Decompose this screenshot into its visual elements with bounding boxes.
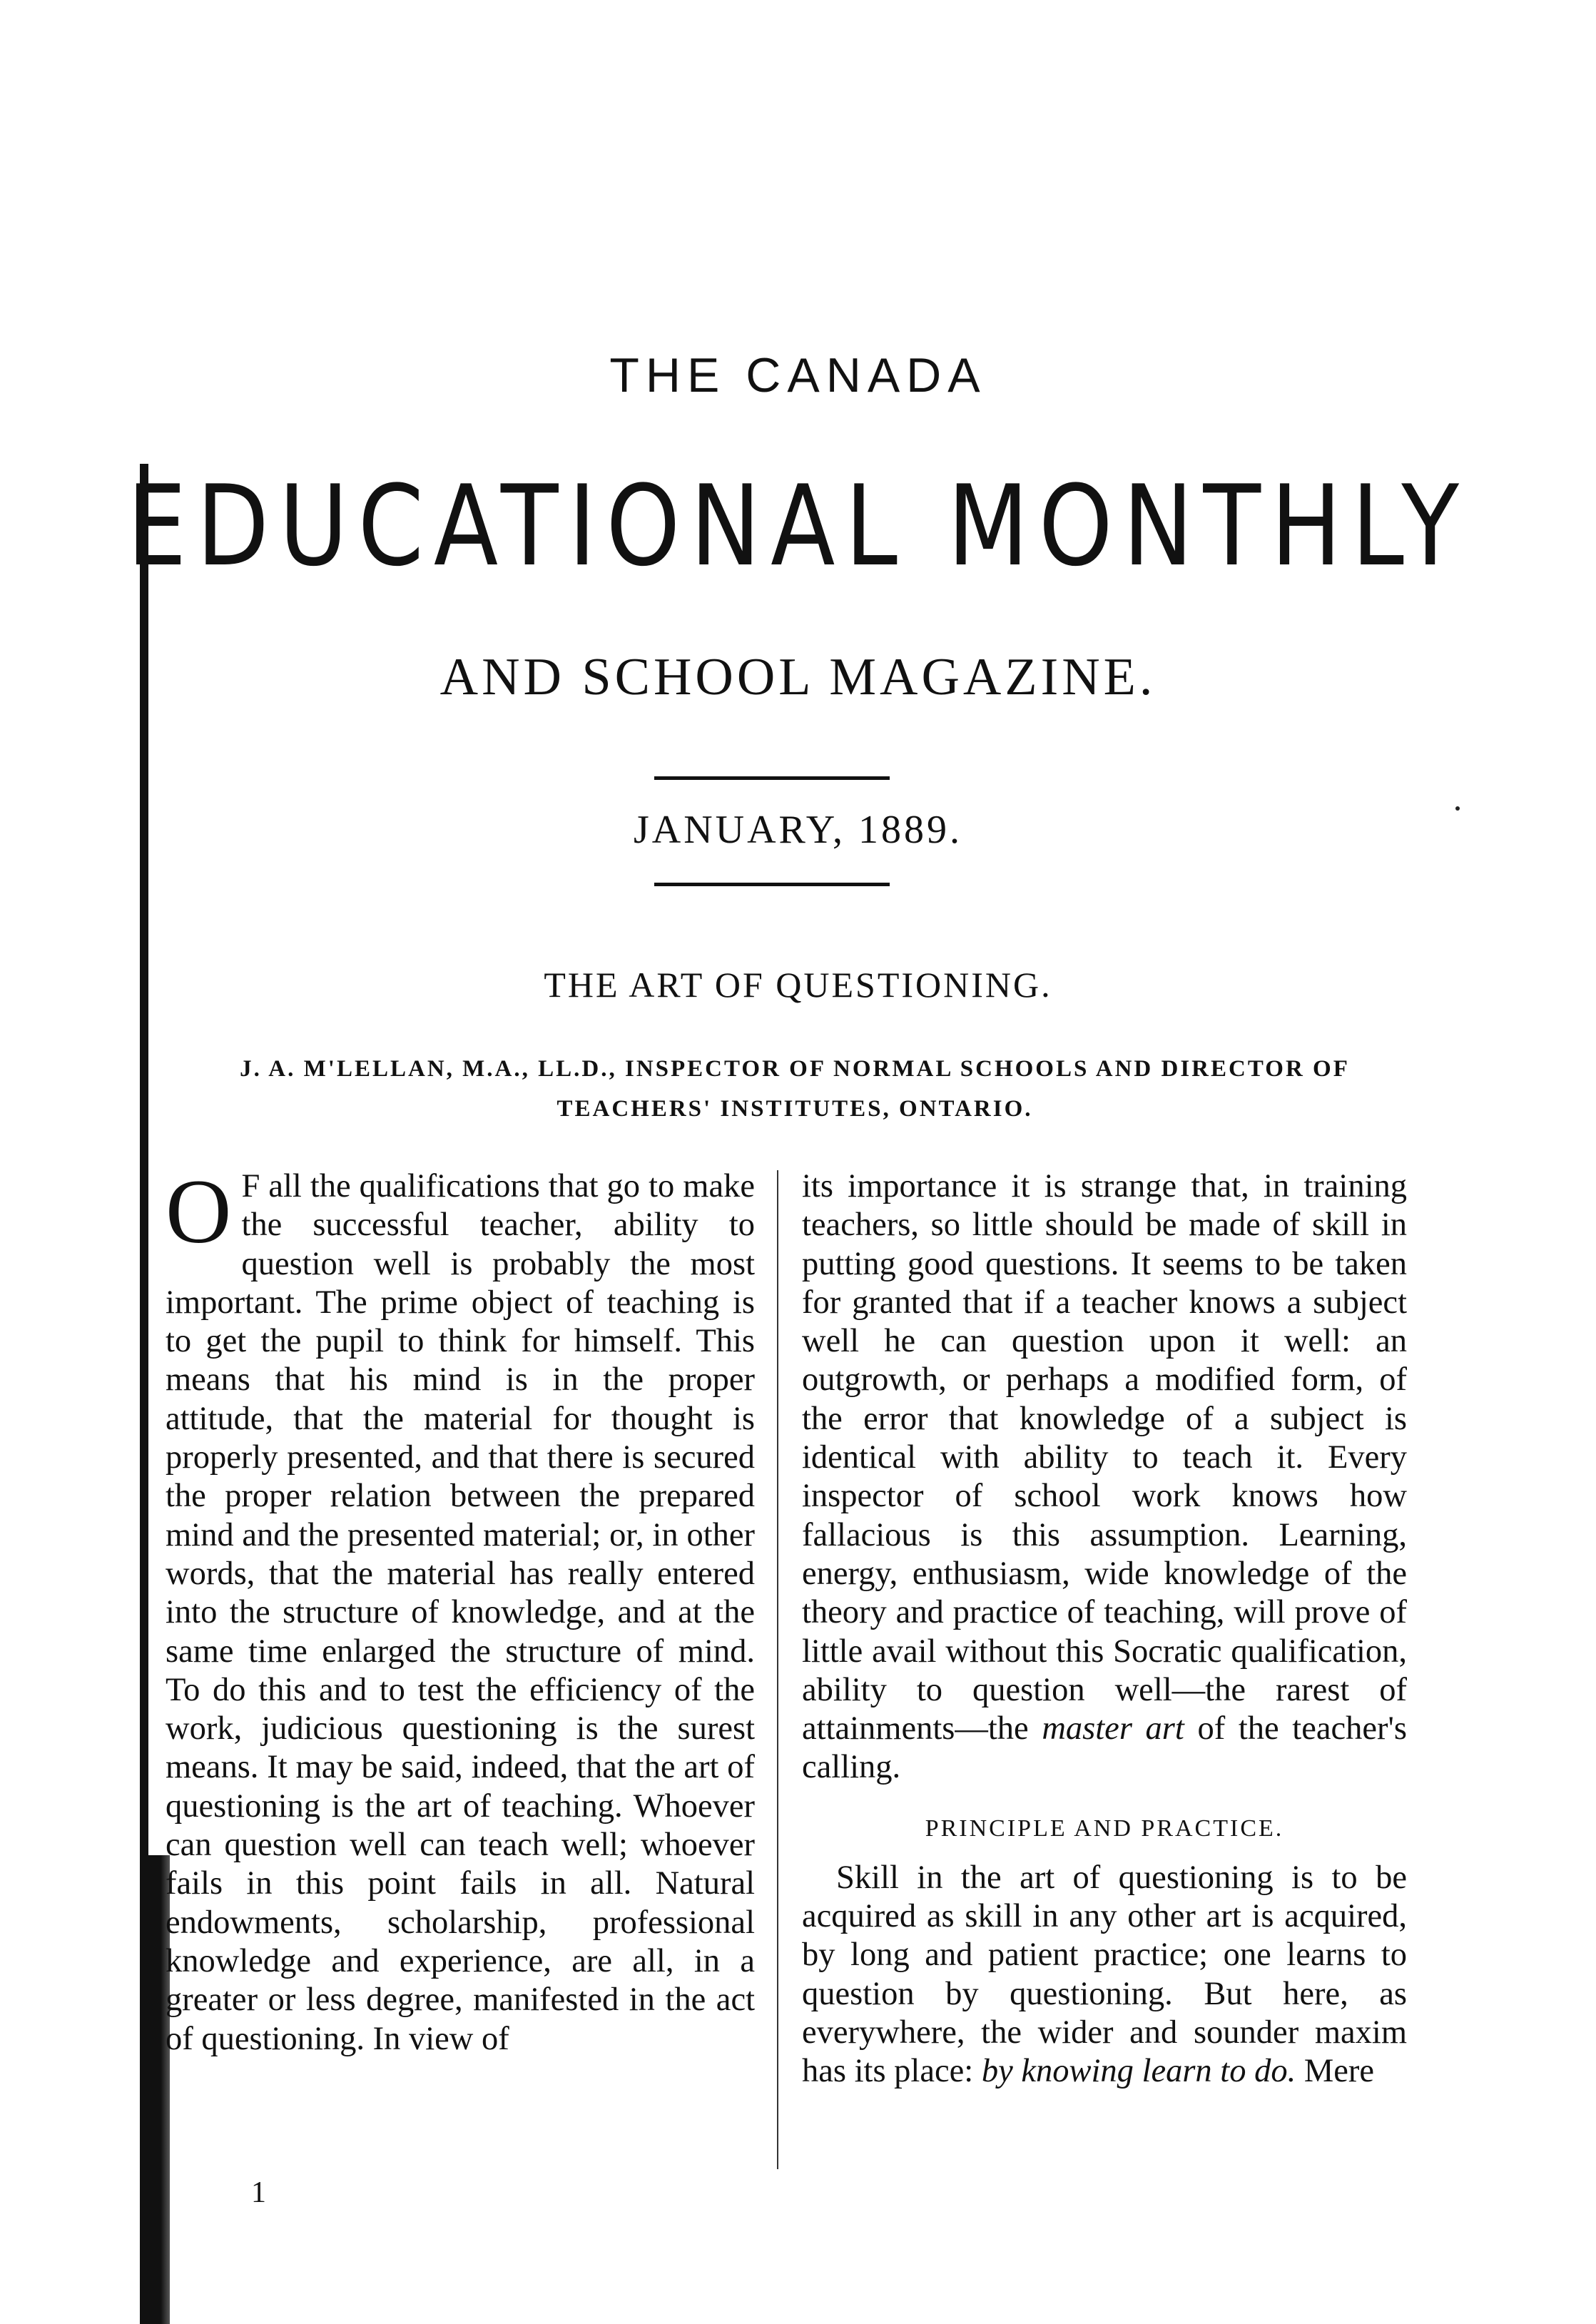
article-title: THE ART OF QUESTIONING.	[544, 965, 1052, 1005]
issue-rule-top	[654, 776, 890, 780]
opening-paragraph	[166, 1161, 755, 2059]
article-byline: J. A. M'LELLAN, M.A., LL.D., INSPECTOR OF NORMAL SCHOOLS AND DIRECTOR OF TEACHERS' INSTITUTES, ONTARIO.	[240, 1056, 1350, 1122]
emphasis-maxim: by knowing learn to do.	[981, 2053, 1296, 2090]
masthead-subtitle: AND SCHOOL MAGAZINE.	[439, 648, 1157, 706]
masthead-kicker: THE CANADA	[609, 348, 987, 402]
left-column	[166, 1161, 755, 2059]
section-paragraph-tail: Mere	[1296, 2053, 1374, 2090]
right-column-intro-text: its importance it is strange that, in training teachers, so little should be made of skill in putting good questions. It seems to be taken for granted that if a teacher knows a subject well he can question upon it well: an outgrowth, or perhaps a modified form, of the error that knowledge of a subject is identical with ability to teach it. Every inspector of school work knows how fallacious is this assumption. Learning, energy, enthusiasm, wide knowledge of the theory and practice of teaching, will prove of little avail without this Socratic qualification, ability to question well—the rarest of attainments—the	[802, 1168, 1407, 1747]
column-divider	[777, 1170, 778, 2169]
section-paragraph	[802, 1859, 1407, 2091]
issue-date: JANUARY, 1889.	[633, 808, 963, 852]
print-speck	[1455, 806, 1460, 811]
right-column-intro	[802, 1167, 1407, 1787]
section-heading: PRINCIPLE AND PRACTICE.	[925, 1815, 1284, 1842]
emphasis-master-art: master art	[1042, 1710, 1184, 1747]
page-number: 1	[251, 2176, 266, 2209]
right-column-intro-tail: of the teacher's calling.	[802, 1710, 1407, 1786]
left-column-text: F all the qualifications that go to make the successful teacher, ability to question well is probably the most important. The prime object of teaching is to get the pupil to think for himself. This means that his mind is in the proper attitude, that the material for thought is properly presented, and that there is secured the proper relation between the prepared mind and the presented material; or, in other words, that the material has really entered into the structure of knowledge, and at the same time enlarged the structure of mind. To do this and to test the efficiency of the work, judicious questioning is the surest means. It may be said, indeed, that the art of questioning is the art of teaching. Whoever can question well can teach well; whoever fails in this point fails in all. Natural endowments, scholarship, professional knowledge and experience, are all, in a greater or less degree, manifested in the act of questioning. In view of	[166, 1168, 755, 2057]
right-column	[802, 1167, 1407, 2091]
issue-rule-bottom	[654, 883, 890, 886]
masthead-title: EDUCATIONAL MONTHLY	[127, 462, 1469, 592]
drop-cap: O	[166, 1161, 232, 1262]
section-paragraph-text: Skill in the art of questioning is to be acquired as skill in any other art is acquired, by long and patient practice; one learns to question by questioning. But here, as everywhere, the wider and sounder maxim has its place:	[802, 1859, 1407, 2090]
